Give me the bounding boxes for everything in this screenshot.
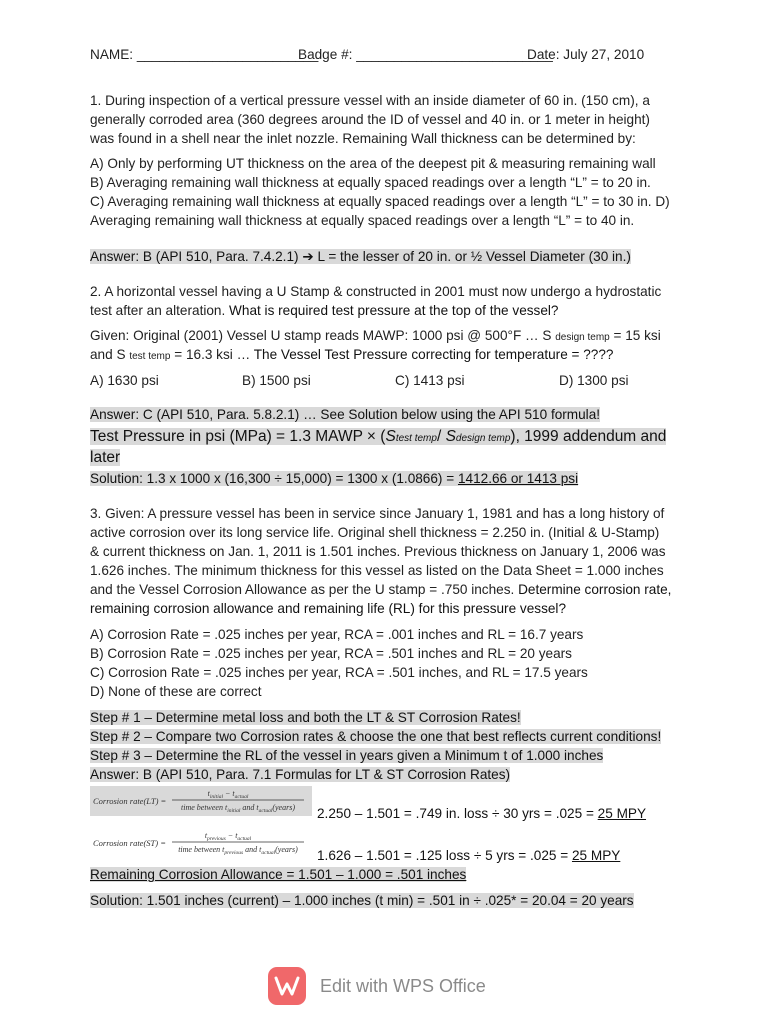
q1-option-c: C) Averaging remaining wall thickness at equally spaced readings over a length “L” = to 30 in. D)	[90, 194, 670, 209]
q1-option-b: B) Averaging remaining wall thickness at equally spaced readings over a length “L” = to 20 in.	[90, 175, 651, 190]
q2-answer-text: Answer: C (API 510, Para. 5.8.2.1) … See Solution below using the API 510 formula!	[90, 407, 601, 422]
q2-option-d: D) 1300 psi	[559, 373, 629, 388]
q3-line-1: 3. Given: A pressure vessel has been in service since January 1, 1981 and has a long history of	[90, 506, 665, 521]
header-date: Date: July 27, 2010	[527, 47, 645, 62]
lt-corrosion-rate-formula	[90, 786, 312, 816]
q2-formula-slash: /	[436, 428, 446, 445]
q2-solution	[90, 470, 578, 488]
q2-solution-highlight	[90, 471, 578, 486]
q3-option-d: D) None of these are correct	[90, 684, 262, 699]
q2-formula-b: ), 1999 addendum and	[510, 428, 667, 445]
q1-line-3: was found in a shell near the inlet nozzle. Remaining Wall thickness can be determined by:	[90, 131, 636, 146]
q1-answer	[90, 248, 631, 266]
q1-option-a: A) Only by performing UT thickness on the area of the deepest pit & measuring remaining wall	[90, 156, 656, 171]
q2-question: What is required test pressure at the top of the vessel?	[229, 303, 559, 318]
q2-formula-later: later	[90, 449, 121, 466]
st-result-a: 1.626 – 1.501 = .125 loss ÷ 5 yrs = .025 =	[317, 848, 572, 863]
st-corrosion-rate-formula	[90, 828, 312, 858]
q2-given-1	[90, 327, 661, 347]
q3-step-3-text: Step # 3 – Determine the RL of the vessel in years given a Minimum t of 1.000 inches	[90, 748, 604, 763]
q2-formula-s2: S	[445, 428, 456, 445]
st-formula-denominator: time between $t_{previous}$ and $t_{actual}(years)$	[178, 845, 298, 856]
lt-formula-numerator: $t_{initial} - t_{actual}$	[207, 789, 249, 800]
q2-option-c: C) 1413 psi	[395, 373, 465, 388]
st-formula-numerator: $t_{previous} - t_{actual}$	[204, 831, 252, 842]
q2-formula-s1-sub: test temp	[395, 433, 437, 444]
lt-formula-result	[317, 805, 646, 823]
q3-step-1-text: Step # 1 – Determine metal loss and both the LT & ST Corrosion Rates!	[90, 710, 521, 725]
lt-result-mpy: 25 MPY	[597, 806, 647, 821]
q2-solution-a: Solution: 1.3 x 1000 x (16,300 ÷ 15,000) = 1300 x (1.0866) =	[90, 471, 458, 486]
st-result-mpy: 25 MPY	[571, 848, 621, 863]
q2-answer	[90, 406, 600, 424]
q2-given-2-sub: test temp	[129, 351, 171, 362]
q3-step-2	[90, 728, 661, 746]
header-badge-field: Badge #: __________________________	[298, 47, 553, 62]
q1-option-d: Averaging remaining wall thickness at equally spaced readings over a length “L” = to 40 in.	[90, 213, 635, 228]
q3-line-6: remaining corrosion allowance and remaining life (RL) for this pressure vessel?	[90, 601, 567, 616]
q1-line-1: 1. During inspection of a vertical pressure vessel with an inside diameter of 60 in. (150 cm), a	[90, 93, 650, 108]
lt-formula-denominator: time between $t_{initial}$ and $t_{actual}(years)$	[181, 803, 295, 814]
q3-line-2: active corrosion over its long service life. Original shell thickness = 2.250 in. (Initial & U-Stamp)	[90, 525, 660, 540]
q2-given-1-sub: design temp	[555, 332, 610, 343]
header-name-field: NAME: ________________________	[90, 47, 319, 62]
q2-given-1-a: Given: Original (2001) Vessel U stamp reads MAWP: 1000 psi @ 500°F … S	[90, 328, 556, 343]
q2-given-2	[90, 346, 614, 366]
q3-solution-text: Solution: 1.501 inches (current) – 1.000 inches (t min) = .501 in ÷ .025* = 20.04 = 20 years	[90, 893, 634, 908]
q3-remaining-corrosion-allowance	[90, 866, 466, 884]
q3-answer-text: Answer: B (API 510, Para. 7.1 Formulas for LT & ST Corrosion Rates)	[90, 767, 511, 782]
q3-line-5-a: and the Vessel Corrosion Allowance as per the U stamp = .750 inches.	[90, 582, 519, 597]
q3-line-5	[90, 581, 671, 599]
q2-formula-s1: S	[385, 428, 396, 445]
q3-answer	[90, 766, 510, 784]
q2-given-2-b: = 16.3 ksi …	[170, 347, 254, 362]
q2-given-2-a: and S	[90, 347, 130, 362]
q3-option-a: A) Corrosion Rate = .025 inches per year, RCA = .001 inches and RL = 16.7 years	[90, 627, 584, 642]
q2-given-2-question: The Vessel Test Pressure correcting for temperature = ????	[253, 347, 614, 362]
q3-line-4: 1.626 inches. The minimum thickness for this vessel as listed on the Data Sheet = 1.000 inches	[90, 563, 664, 578]
st-formula-label: Corrosion rate(ST) =	[93, 838, 166, 848]
q3-option-c: C) Corrosion Rate = .025 inches per year, RCA = .501 inches, and RL = 17.5 years	[90, 665, 588, 680]
wps-edit-label: Edit with WPS Office	[320, 975, 486, 996]
q2-formula-line-2	[90, 447, 120, 468]
q3-option-b: B) Corrosion Rate = .025 inches per year, RCA = .501 inches and RL = 20 years	[90, 646, 572, 661]
wps-logo-mark	[274, 975, 300, 997]
q2-line-2	[90, 302, 559, 320]
st-formula-result	[317, 847, 620, 865]
q2-line-2-a: test after an alteration.	[90, 303, 230, 318]
q3-rca-text: Remaining Corrosion Allowance = 1.501 – 1.000 = .501 inches	[90, 867, 467, 882]
q2-solution-result: 1412.66 or 1413 psi	[457, 471, 579, 486]
lt-result-a: 2.250 – 1.501 = .749 in. loss ÷ 30 yrs = .025 =	[317, 806, 598, 821]
q3-solution	[90, 892, 634, 910]
q3-step-2-text: Step # 2 – Compare two Corrosion rates & choose the one that best reflects current conditions!	[90, 729, 662, 744]
q3-line-3: & current thickness on Jan. 1, 2011 is 1.501 inches. Previous thickness on January 1, 2006 was	[90, 544, 666, 559]
q3-step-3	[90, 747, 603, 765]
q2-option-b: B) 1500 psi	[242, 373, 311, 388]
q3-line-5-question: Determine corrosion rate,	[518, 582, 672, 597]
lt-formula-svg	[90, 786, 312, 816]
st-formula-svg	[90, 828, 312, 858]
lt-formula-label: Corrosion rate(LT) =	[93, 796, 167, 806]
q2-given-1-b: = 15 ksi	[609, 328, 661, 343]
q2-line-1: 2. A horizontal vessel having a U Stamp & constructed in 2001 must now undergo a hydrostatic	[90, 284, 662, 299]
q3-step-1	[90, 709, 521, 727]
q2-formula-s2-sub: design temp	[455, 433, 511, 444]
q2-test-pressure-formula	[90, 426, 666, 449]
q1-answer-text: Answer: B (API 510, Para. 7.4.2.1) ➔ L = the lesser of 20 in. or ½ Vessel Diameter (30 in.)	[90, 249, 631, 264]
q2-formula-a: Test Pressure in psi (MPa) = 1.3 MAWP × (	[90, 428, 386, 445]
q2-option-a: A) 1630 psi	[90, 373, 159, 388]
q1-line-2: generally corroded area (360 degrees around the ID of vessel and 40 in. or 1 meter in height)	[90, 112, 650, 127]
wps-footer[interactable]	[268, 964, 486, 1008]
q2-formula-highlight	[90, 428, 666, 445]
wps-office-logo-icon	[268, 967, 306, 1005]
